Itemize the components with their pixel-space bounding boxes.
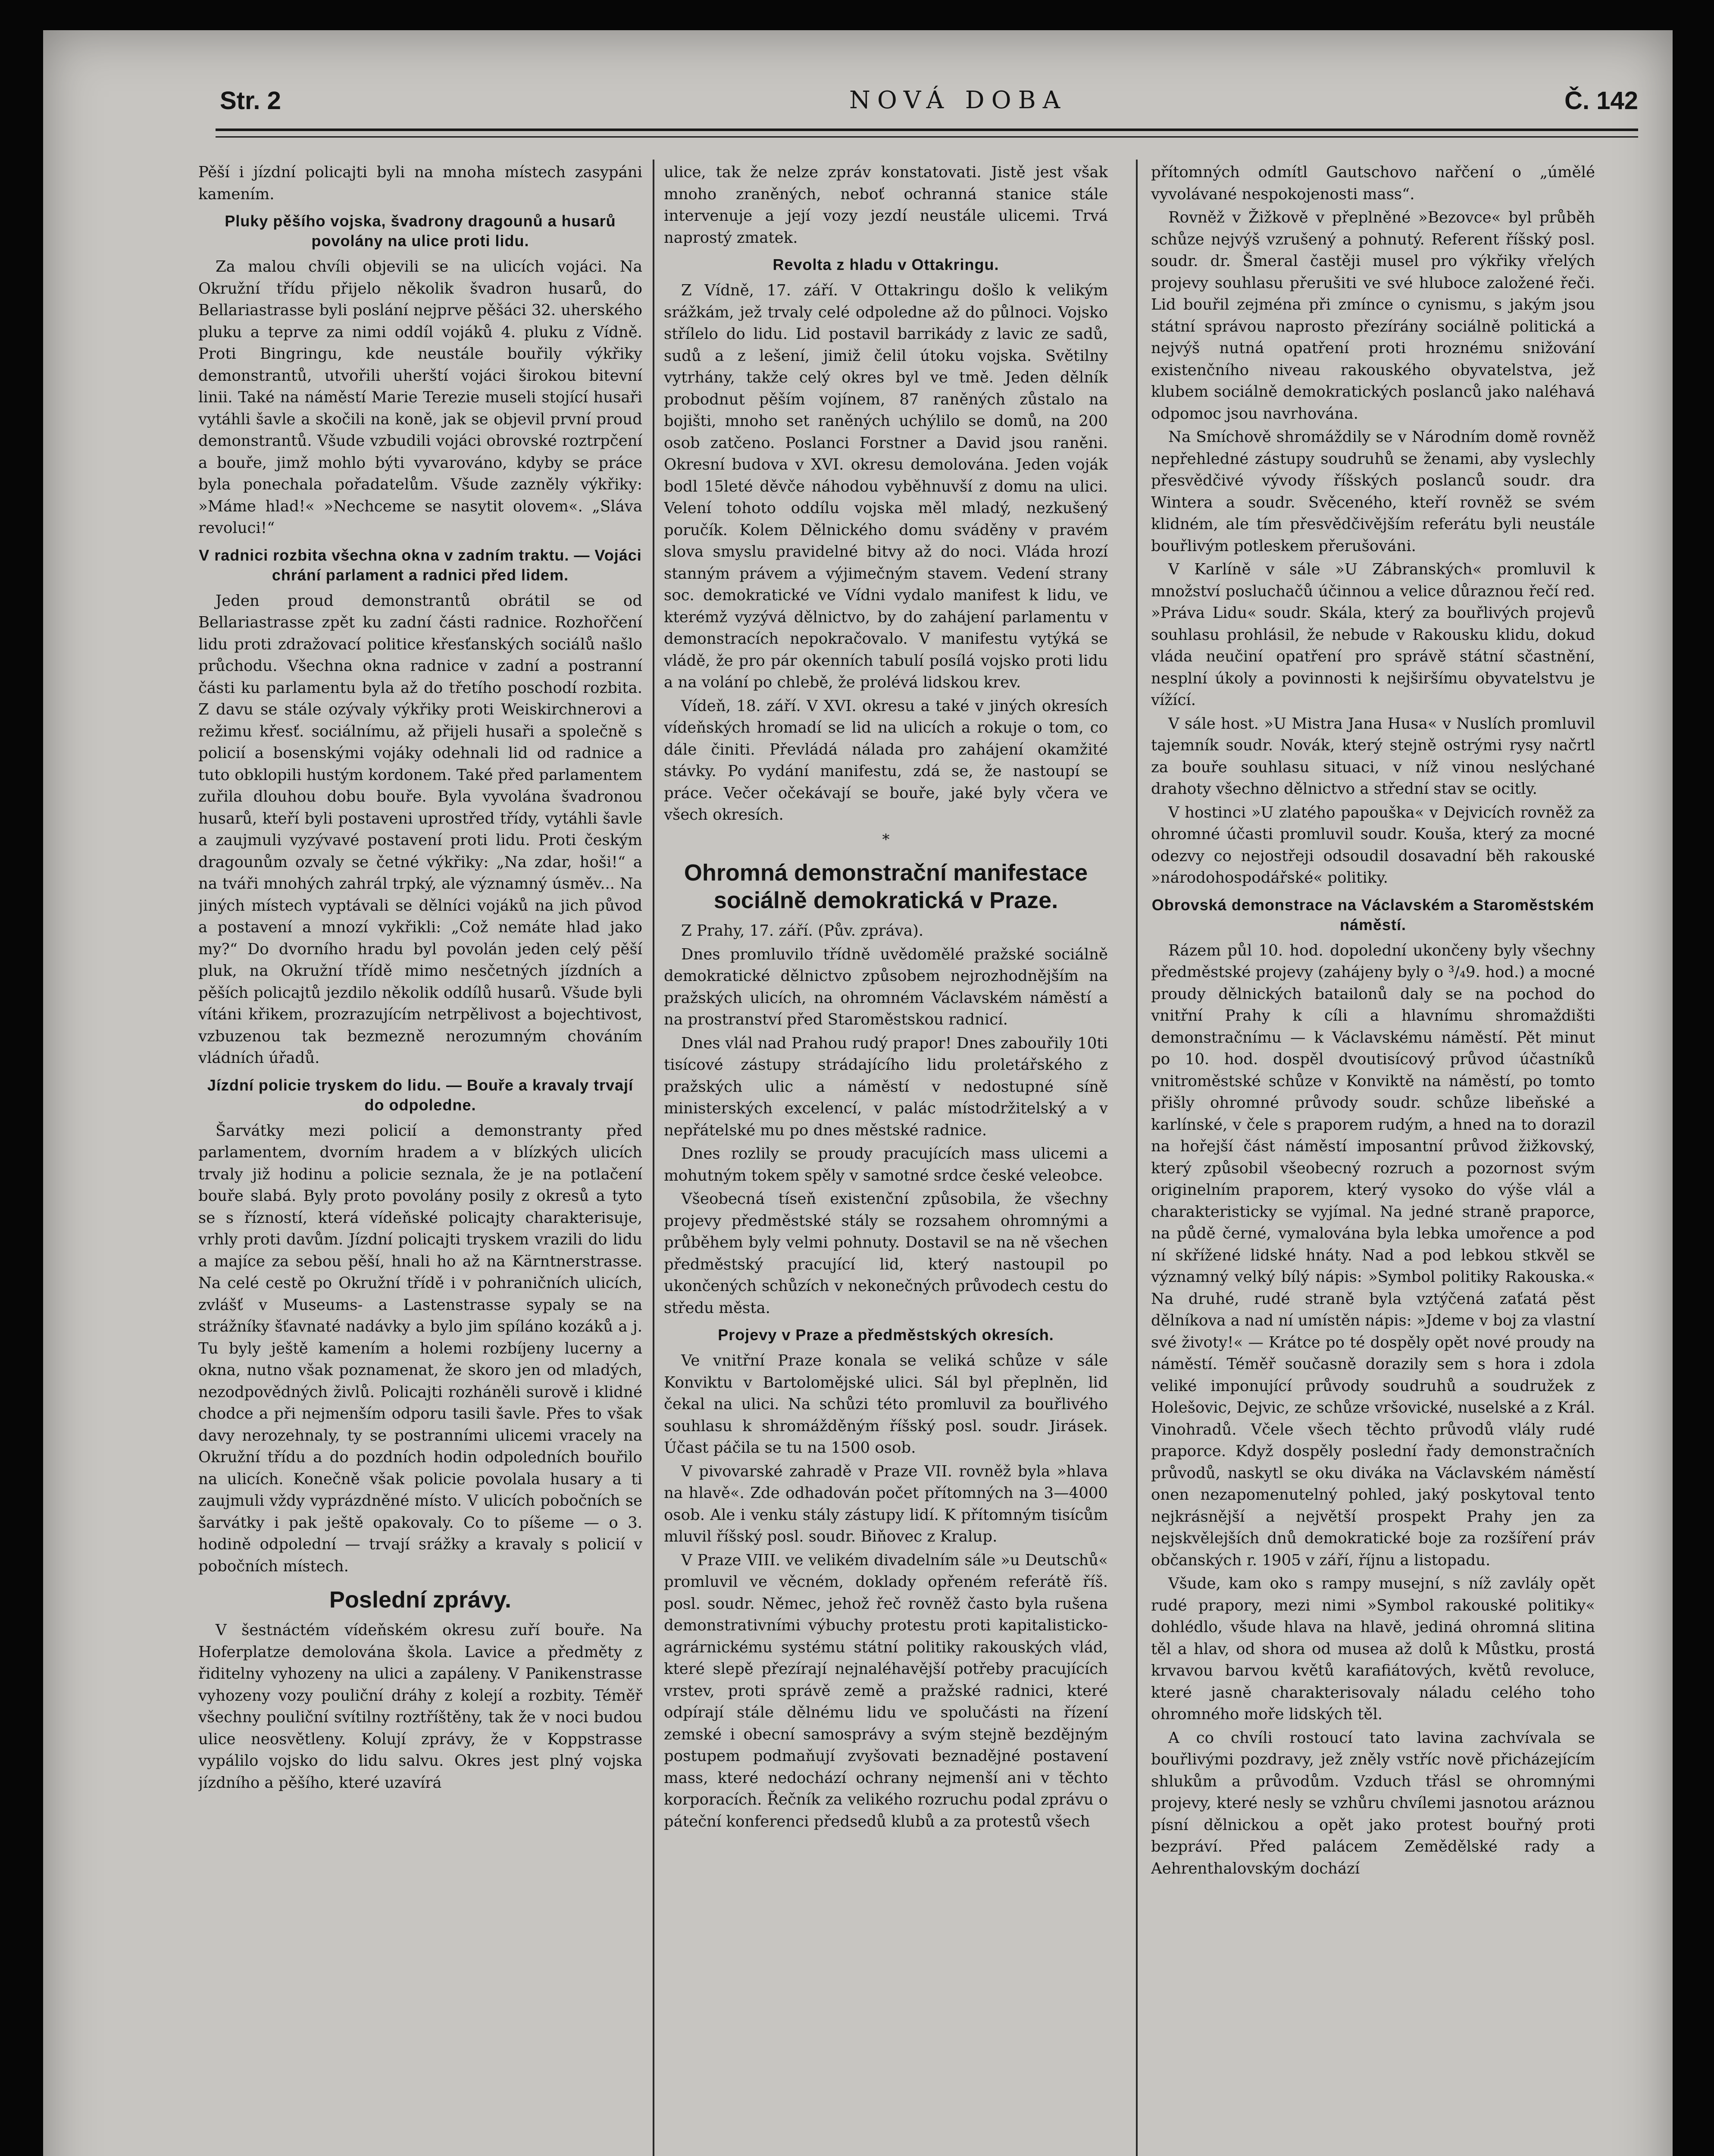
section-heading: Revolta z hladu v Ottakringu. [773, 256, 999, 273]
page-number: Str. 2 [220, 87, 281, 115]
paragraph: V šestnáctém vídeňském okresu zuří bouře. Na Hoferplatze demolována škola. Lavice a předměty z řiditelny vyhozeny na ulici a zapáleny. V Panikenstrasse vyhozeny vozy pouliční dráhy z kolejí a rozbity. Téměř všechny pouliční svítilny roztříštěny, tak že v noci budou ulice neosvětleny. Kolují zprávy, že v Koppstrasse vypálilo vojsko do lidu salvu. Okres jest plný vojska jízdního a pěšího, které uzavírá [198, 1621, 642, 1792]
paragraph: Dnes promluvilo třídně uvědomělé pražské sociálně demokratické dělnictvo způsobem nejrozhodnějším na pražských ulicích, na ohromném Václavském náměstí a na prostranství před Staroměstskou radnicí. [664, 945, 1108, 1028]
header-rule [216, 128, 1638, 131]
paragraph: Za malou chvíli objevili se na ulicích vojáci. Na Okružní třídu přijelo několik švadron husarů, do Bellariastrasse byli poslání nejprve pěšáci 32. uherského pluku a teprve za nimi oddíl vojáků 4. pluku z Vídně. Proti Bingringu, kde neustále bouřily výkřiky demonstrantů, utvořili uherští vojáci širokou bitevní linii. Také na náměstí Marie Terezie museli stojící husaři vytáhli šavle a skočili na koně, jak se objevil první proud demonstrantů. Všude vzbudili vojáci obrovské roztrpčení a bouře, jimž mohlo býti vyvarováno, kdyby se práce byla ponechala pořadatelům. Všude zazněly výkřiky: »Máme hlad!« »Nechceme se nasytit olovem«. „Sláva revoluci!“ [198, 258, 642, 537]
section-heading-large: Poslední zprávy. [329, 1587, 512, 1613]
dateline: Z Prahy, 17. září. (Pův. zpráva). [681, 922, 924, 940]
column-3 [1151, 162, 1595, 2156]
issue-number: Č. 142 [1564, 87, 1638, 115]
paragraph: Šarvátky mezi policií a demonstranty před parlamentem, dvorním hradem a v blízkých ulicích trvaly již hodinu a policie seznala, že je na potlačení bouře slabá. Byly proto povolány posily z okresů a tyto se s řízností, která vídeňské policajty charakterisuje, vrhly proti davům. Jízdní policajti tryskem vrazili do lidu a majíce za sebou pěší, hnali ho až na Kärntnerstrasse. Na celé cestě po Okružní třídě i v pohraničních ulicích, zvlášť v Museums- a Lastenstrasse sypaly se na strážníky šťavnaté nadávky a bylo jim spíláno kozáků a j. Tu byly ještě kamením a holemi rozbíjeny lucerny a okna, nutno však poznamenat, že skoro jen od mladých, nezodpovědných živlů. Policajti rozháněli surově i klidné chodce a při nejmenším odporu tasili šavle. Přes to však davy nerozehnaly, ty se postranními ulicemi vracely na Okružní třídu a do pozdních hodin odpoledních bouřilo na ulicích. Konečně však policie povolala husary a ti zaujmuli vždy vyprázdněné místo. V ulicích pobočních se šarvátky i pak ještě opakovaly. Co to píšeme — o 3. hodině odpolední — trvají srážky a kravaly s policií v pobočních místech. [198, 1122, 642, 1575]
header-rule-thin [216, 136, 1638, 138]
page-header [220, 86, 1642, 121]
section-heading: Jízdní policie tryskem do lidu. — Bouře a kravaly trvají do odpoledne. [207, 1076, 634, 1114]
paragraph: ulice, tak že nelze zpráv konstatovati. Jistě jest však mnoho zraněných, neboť ochranná stanice stále intervenuje a její vozy jezdí neustále ulicemi. Trvá naprostý zmatek. [664, 163, 1108, 247]
paragraph: Dnes rozlily se proudy pracujících mass ulicemi a mohutným tokem spěly v samotné srdce české veleobce. [664, 1145, 1108, 1185]
column-1 [198, 162, 642, 2156]
paragraph: A co chvíli rostoucí tato lavina zachvívala se bouřlivými pozdravy, jež zněly vstříc nově přicházejícím shlukům a průvodům. Vzduch třásl se ohromnými projevy, které nesly se vzhůru chvílemi jasnotou aráznou písní dělnickou a opět jako protest bouřný proti bezpráví. Před palácem Zemědělské rady a Aehrenthalovským dochází [1151, 1729, 1595, 1877]
paragraph: Všeobecná tíseň existenční způsobila, že všechny projevy předměstské stály se rozsahem ohromnými a průběhem byly velmi pohnuty. Dostavil se na ně všechen předměstský pracující lid, který nastoupil po ukončených schůzích v nekonečných průvodech cestu do středu města. [664, 1190, 1108, 1317]
section-heading: Pluky pěšího vojska, švadrony dragounů a husarů povolány na ulice proti lidu. [225, 212, 616, 250]
paragraph: Rovněž v Žižkově v přeplněné »Bezovce« byl průběh schůze nejvýš vzrušený a pohnutý. Referent říšský posl. soudr. dr. Šmeral častěji musel pro výkřiky vřelých projevy souhlasu přerušiti ve své hluboce založené řeči. Lid bouřil zejména při zmínce o cynismu, s jakým jsou státní správou naprosto přezírány sociálně politická a nejvýš nutná opatření proti hroznému snižování existenčního niveau rakouského obyvatelstva, jež klubem sociálně demokratických poslanců jako naléhavá odpomoc jsou navrhována. [1151, 209, 1595, 423]
newspaper-title: NOVÁ DOBA [849, 86, 1067, 114]
paragraph: Všude, kam oko s rampy musejní, s níž zavlály opět rudé prapory, mezi nimi »Symbol rakouské politiky« dohlédlo, všude hlava na hlavě, jediná ohromná slitina těl a hlav, od shora od musea až dolů k Můstku, prostá krvavou barvou květů karafiátových, květů revoluce, které jasně charakterisovaly náladu celého toho ohromného moře lidských těl. [1151, 1575, 1595, 1723]
separator-asterisk: * [882, 830, 890, 848]
paragraph: V Karlíně v sále »U Zábranských« promluvil k množství posluchačů účinnou a velice důraznou řečí red. »Práva Lidu« soudr. Skála, který za bouřlivých projevů souhlasu prohlásil, že nebude v Rakousku klidu, dokud vláda neučiní opatření pro správě státní sčastnění, nesplní úkoly a povinnosti k nejširšímu obyvatelstvu je vížící. [1151, 561, 1595, 709]
paragraph: přítomných odmítl Gautschovo nařčení o „úmělé vyvolávané nespokojenosti mass“. [1151, 163, 1595, 203]
paragraph: V Praze VIII. ve velikém divadelním sále »u Deutschů« promluvil ve věcném, doklady opřeném referátě říš. posl. soudr. Němec, jehož řeč rovněž často byla rušena demonstrativními výbuchy protestu proti kapitalisticko-agrárnickému systému státní politiky rakouských vlád, které slepě přezírají nejnaléhavější potřeby pracujících vrstev, proti správě země a pražské radnici, které odpírají stále dělnému lidu ve spolučásti na řízení zemské i obecní samosprávy a svým stejně bezdějným postupem podmaňují zvyšovati beznadějné postavení mass, které nedochází ochrany nejmenší ani v těchto korporacích. Řečník za velikého rozruchu podal zprávu o páteční konferenci předsedů klubů a za protestů všech [664, 1551, 1108, 1830]
article-headline: Ohromná demonstrační manifestace sociálně demokratická v Praze. [684, 860, 1088, 913]
paragraph: Dnes vlál nad Prahou rudý prapor! Dnes zabouřily 10ti tisícové zástupy strádajícího lidu proletářského z pražských ulic a náměstí v nedostupné síně ministerských excelencí, v palác místodržitelský a v nepřátelské mu po dnes městské radnice. [664, 1034, 1108, 1139]
section-heading: Obrovská demonstrace na Václavském a Staroměstském náměstí. [1151, 896, 1595, 934]
paragraph: Ve vnitřní Praze konala se veliká schůze v sále Konviktu v Bartolomějské ulici. Sál byl přeplněn, lid čekal na ulici. Na schůzi této promluvil za bouřlivého souhlasu k shromážděným říšský posl. soudr. Jirásek. Účast páčila se tu na 1500 osob. [664, 1352, 1108, 1457]
column-divider [1136, 160, 1138, 2156]
paragraph: V pivovarské zahradě v Praze VII. rovněž byla »hlava na hlavě«. Zde odhadován počet přítomných na 3—4000 osob. Ale i venku stály zástupy lidí. K přítomným tisícům mluvil říšský posl. soudr. Biňovec z Kralup. [664, 1462, 1108, 1545]
paragraph: Vídeň, 18. září. V XVI. okresu a také v jiných okresích vídeňských hromadí se lid na ulicích a rokuje o tom, co dále činiti. Převládá nálada pro zahájení okamžité stávky. Po vydání manifestu, zdá se, že nastoupí se práce. Večer očekávají se bouře, jaké byly včera ve všech okresích. [664, 697, 1108, 824]
paragraph: Jeden proud demonstrantů obrátil se od Bellariastrasse zpět ku zadní části radnice. Rozhořčení lidu proti zdražovací politice křesťanských sociálů našlo průchodu. Všechna okna radnice v zadní a postranní části ku parlamentu byla až do třetího poschodí rozbita. Z davu se stále ozývaly výkřiky proti Weiskirchnerovi a režimu křesť. sociálnímu, až přijeli husaři a společně s policií a bosenskými vojáky odehnali lid od radnice a tuto obklopili hustým kordonem. Také před parlamentem zuřila dlouhou dobu bouře. Byla vyvolána švadronou husarů, kteří byli postaveni uprostřed třídy, vytáhli šavle a zaujmuli vyzývavé postavení proti lidu. Proti českým dragounům ozvaly se četné výkřiky: „Na zdar, hoši!“ a na tváři mnohých zahrál trpký, ale významný úsměv... Na jiných místech vyptávali se dělníci vojáků na jich původ a postavení a mnozí vykřikli: „Což nemáte hlad jako my?“ Do dvorního hradu byl povolán jeden celý pěší pluk, na Okružní třídě mimo nesčetných jízdních a pěších policajtů jezdilo několik oddílů husarů. Všude byli vítáni křikem, prozrazujícím netrpělivost a bojechtivost, vzbuzenou tak bezmezně nerozumným chováním vládních úřadů. [198, 592, 642, 1067]
paragraph: Na Smíchově shromáždily se v Národním domě rovněž nepřehledné zástupy soudruhů se ženami, aby vyslechly přesvědčivé vývody říšských poslanců soudr. dra Wintera a soudr. Svěceného, kteří rovněž se svém klidném, ale tím přesvědčivějším referátu byli neustále bouřlivým potleskem přerušováni. [1151, 428, 1595, 555]
paragraph: Z Vídně, 17. září. V Ottakringu došlo k velikým srážkám, jež trvaly celé odpoledne až do půlnoci. Vojsko střílelo do lidu. Lid postavil barrikády z lavic ze sadů, sudů a z lešení, jimiž čelil útoku vojska. Světilny vytrhány, takže celý okres byl ve tmě. Jeden dělník probodnut pěším vojínem, 87 raněných zůstalo na bojišti, mnoho set raněných uchýlilo se domů, na 200 osob zatčeno. Poslanci Forstner a David jsou raněni. Okresní budova v XVI. okresu demolována. Jeden voják bodl 15leté děvče náhodou vyběhnuvší z domu na ulici. Velení tohoto oddílu vojska měl mladý, nezkušený poručík. Kolem Dělnického domu sváděny v pravém slova smyslu pravidelné bitvy až do noci. Vláda hrozí stanným právem a výjimečným stavem. Vedení strany soc. demokratické ve Vídni vydalo manifest k lidu, ve kterémž vyzývá dělnictvo, by do zahájení parlamentu v demonstracích nepokračovalo. V manifestu vytýká se vládě, že pro pár okenních tabulí posílá vojsko proti lidu a na volání po chlebě, že prolévá lidskou krev. [664, 282, 1108, 691]
section-heading: V radnici rozbita všechna okna v zadním traktu. — Vojáci chrání parlament a radnici před lidem. [199, 546, 642, 584]
section-heading: Projevy v Praze a předměstských okresích. [718, 1326, 1054, 1344]
column-2 [664, 162, 1108, 2156]
paragraph: Pěší i jízdní policajti byli na mnoha místech zasypáni kamením. [198, 163, 642, 203]
column-divider [653, 160, 654, 2156]
paragraph: V hostinci »U zlatého papouška« v Dejvicích rovněž za ohromné účasti promluvil soudr. Kouša, který za mocné odezvy co nejostřeji odsoudil dosavadní běh rakouské »národohospodářské« politiky. [1151, 803, 1595, 887]
paragraph: V sále host. »U Mistra Jana Husa« v Nuslích promluvil tajemník soudr. Novák, který stejně ostrými rysy načrtl za bouře souhlasu situaci, v níž vinou neslýchané drahoty všechno dělnictvo a střední stav se ocitly. [1151, 714, 1595, 798]
paragraph: Rázem půl 10. hod. dopolední ukončeny byly všechny předměstské projevy (zahájeny byly o ³/₄9. hod.) a mocné proudy dělnických batailonů daly se na pochod do vnitřní Prahy k cíli a hlavnímu shromaždišti demonstračnímu — k Václavskému náměstí. Pět minut po 10. hod. dospěl dvoutisícový průvod účastníků vnitroměstské schůze v Konviktě na náměstí, po tomto přišly ohromné průvody soudr. schůze libeňské a karlínské, v čele s praporem rudým, a hned na to dorazil na hořejší část náměstí imposantní průvod žižkovský, který způsobil všeobecný rozruch a pozornost svým originelním praporem, který vysoko do výše vlál a charakteristicky se vyjímal. Na jedné straně praporce, na půdě černé, vymalována byla lebka umořence a pod ní skřížené lidské hnáty. Nad a pod lebkou stkvěl se významný velký bílý nápis: »Symbol politiky Rakouska.« Na druhé, rudé straně byla vztýčená zaťatá pěst dělníkova a nad ní umístěn nápis: »Jdeme v boj za vlastní své životy!« — Krátce po té dospěly opět nové proudy na náměstí. Téměř současně dorazily sem s hora i zdola veliké imponující průvody soudruhů a soudružek z Holešovic, Dejvic, ze schůze vršovické, nuselské a z Král. Vinohradů. Včele všech těchto průvodů vlály rudé praporce. Když dospěly poslední řady demonstračních průvodů, naskytl se oku diváka na Václavském náměstí onen nezapomenutelný pohled, jaký poskytoval tento nejkrásnější a největší prospekt Prahy jen za nejskvělejších dnů demokratické boje za rozšíření práv občanských r. 1905 v září, říjnu a listopadu. [1151, 941, 1595, 1569]
newspaper-page [43, 30, 1673, 2156]
